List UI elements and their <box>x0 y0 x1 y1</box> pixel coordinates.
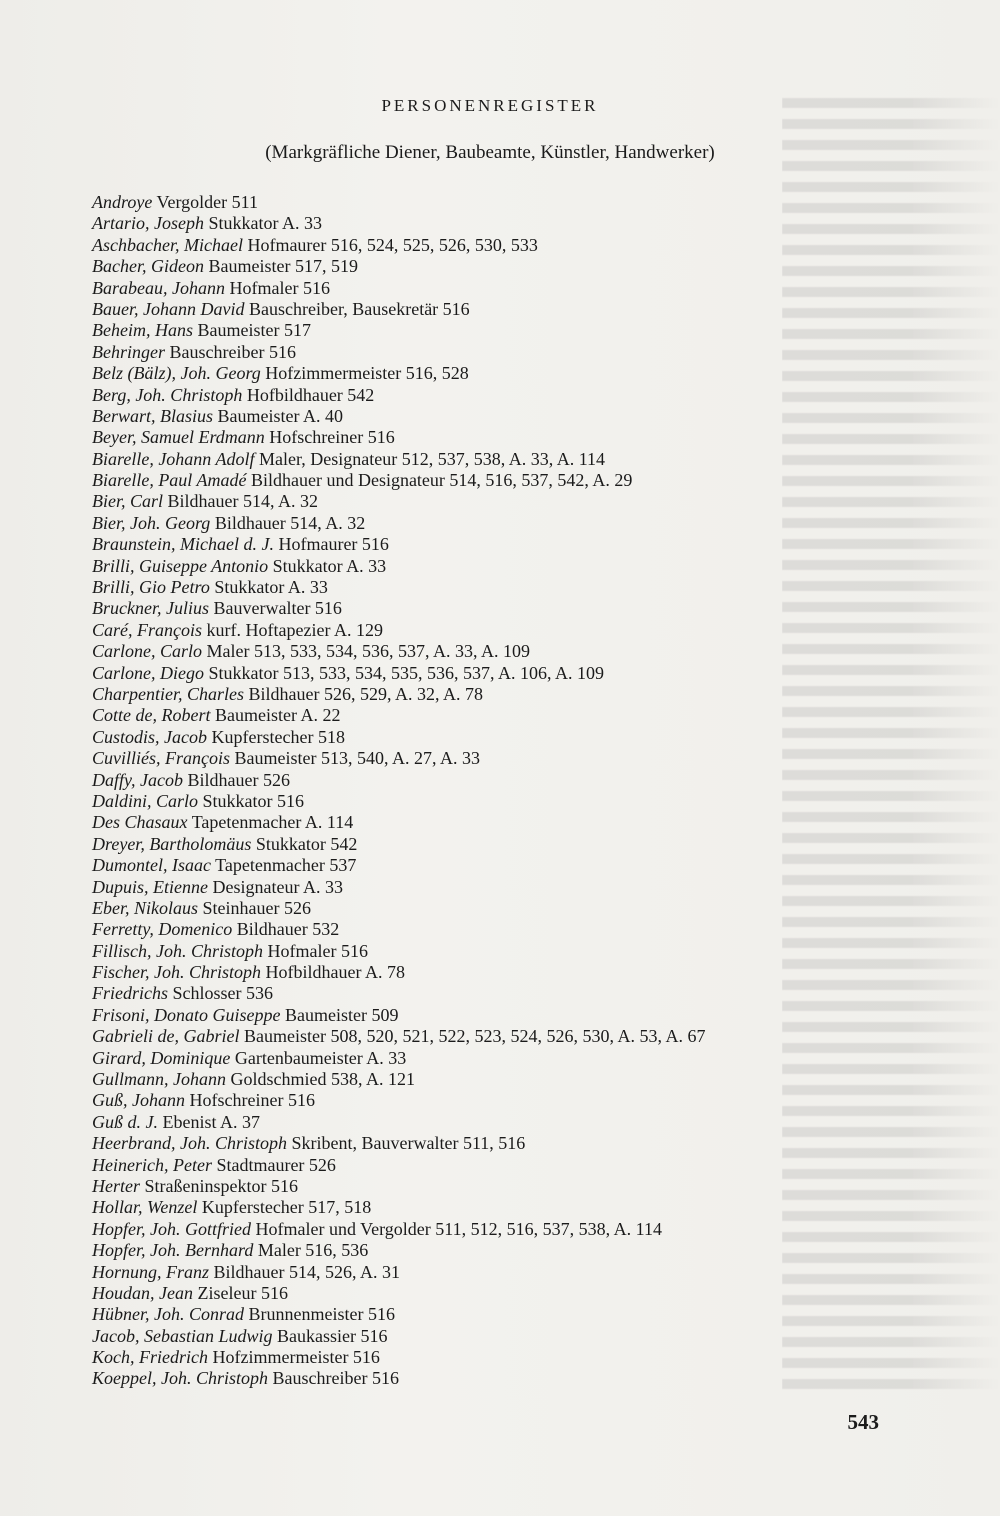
entry-name: Guß d. J. <box>92 1111 158 1132</box>
entry-name: Dreyer, Bartholomäus <box>92 833 252 854</box>
entry-name: Heerbrand, Joh. Christoph <box>92 1133 287 1154</box>
entry-details: Hofzimmermeister 516, 528 <box>265 363 469 384</box>
entry-name: Behringer <box>92 341 165 362</box>
entry-details: Gartenbaumeister A. 33 <box>234 1047 407 1068</box>
entry-details: Baumeister 513, 540, A. 27, A. 33 <box>234 748 480 769</box>
register-entry <box>92 1090 932 1111</box>
entry-name: Des Chasaux <box>92 812 188 833</box>
entry-details: Hofmaler 516 <box>267 940 368 961</box>
entry-name: Ferretty, Domenico <box>92 919 233 940</box>
entry-details: Stukkator A. 33 <box>214 577 328 598</box>
entry-details: Stukkator 513, 533, 534, 535, 536, 537, A. 106, A. 109 <box>208 662 605 683</box>
entry-details: Baumeister 517 <box>197 320 311 341</box>
entry-name: Brilli, Gio Petro <box>92 577 210 598</box>
entry-name: Charpentier, Charles <box>92 683 245 704</box>
register-entry <box>92 1155 932 1176</box>
entry-name: Bruckner, Julius <box>92 598 209 619</box>
entry-details: Hofschreiner 516 <box>269 427 395 448</box>
entry-details: Bildhauer und Designateur 514, 516, 537, 542, A. 29 <box>250 470 633 491</box>
entry-name: Girard, Dominique <box>92 1047 231 1068</box>
entry-name: Fillisch, Joh. Christoph <box>92 940 263 961</box>
register-entry <box>92 1133 932 1154</box>
entry-name: Cuvilliés, François <box>92 748 230 769</box>
register-entry <box>92 320 932 341</box>
entry-details: Baumeister A. 22 <box>214 705 341 726</box>
register-entry <box>92 1283 932 1304</box>
entry-name: Jacob, Sebastian Ludwig <box>92 1325 273 1346</box>
entry-name: Guß, Johann <box>92 1090 185 1111</box>
register-entry <box>92 342 932 363</box>
register-entry <box>92 534 932 555</box>
register-entry <box>92 1176 932 1197</box>
register-entry <box>92 470 932 491</box>
register-entry <box>92 192 932 213</box>
entry-name: Fischer, Joh. Christoph <box>92 962 261 983</box>
register-entry <box>92 919 932 940</box>
entry-details: Maler, Designateur 512, 537, 538, A. 33, A. 114 <box>258 448 606 469</box>
entry-name: Biarelle, Paul Amadé <box>92 470 247 491</box>
entry-details: Kupferstecher 518 <box>211 726 345 747</box>
entry-details: Hofzimmermeister 516 <box>212 1347 380 1368</box>
entry-name: Artario, Joseph <box>92 213 204 234</box>
entry-details: Bauschreiber 516 <box>169 341 296 362</box>
register-entry <box>92 235 932 256</box>
entry-details: Bildhauer 526, 529, A. 32, A. 78 <box>248 683 484 704</box>
entry-name: Dumontel, Isaac <box>92 855 211 876</box>
entry-details: Maler 513, 533, 534, 536, 537, A. 33, A. 109 <box>206 641 531 662</box>
register-entry <box>92 385 932 406</box>
register-entry <box>92 363 932 384</box>
entry-details: Tapetenmacher A. 114 <box>191 812 354 833</box>
entry-details: Bildhauer 514, 526, A. 31 <box>213 1261 401 1282</box>
register-entry <box>92 513 932 534</box>
entry-name: Daffy, Jacob <box>92 769 183 790</box>
entry-details: Stukkator 542 <box>255 833 358 854</box>
entry-details: Goldschmied 538, A. 121 <box>230 1069 415 1090</box>
entry-details: Schlosser 536 <box>172 983 273 1004</box>
entry-name: Houdan, Jean <box>92 1282 193 1303</box>
register-entry <box>92 1112 932 1133</box>
entry-details: Tapetenmacher 537 <box>215 855 357 876</box>
entry-details: Hofmaler 516 <box>229 277 330 298</box>
register-entry <box>92 791 932 812</box>
entry-details: Hofmaler und Vergolder 511, 512, 516, 537, 538, A. 114 <box>255 1218 662 1239</box>
entry-name: Caré, François <box>92 619 202 640</box>
entry-name: Carlone, Carlo <box>92 641 203 662</box>
entry-name: Koch, Friedrich <box>92 1347 208 1368</box>
register-entry <box>92 1368 932 1389</box>
entry-name: Brilli, Guiseppe Antonio <box>92 555 269 576</box>
entry-details: Baumeister 517, 519 <box>208 256 358 277</box>
register-entry <box>92 834 932 855</box>
entry-details: Stukkator A. 33 <box>208 213 323 234</box>
entry-name: Custodis, Jacob <box>92 726 207 747</box>
entry-details: Bildhauer 526 <box>187 769 290 790</box>
register-entry <box>92 299 932 320</box>
register-entry <box>92 1197 932 1218</box>
entry-name: Hopfer, Joh. Bernhard <box>92 1240 254 1261</box>
entry-details: Skribent, Bauverwalter 511, 516 <box>291 1133 526 1154</box>
entry-name: Frisoni, Donato Guiseppe <box>92 1004 281 1025</box>
entry-details: Baumeister 509 <box>285 1004 399 1025</box>
entry-details: Bildhauer 514, A. 32 <box>214 512 366 533</box>
entry-details: Baumeister 508, 520, 521, 522, 523, 524, 526, 530, A. 53, A. 67 <box>243 1026 706 1047</box>
entry-details: Hofmaurer 516, 524, 525, 526, 530, 533 <box>247 234 538 255</box>
register-entry <box>92 705 932 726</box>
register-entry <box>92 748 932 769</box>
register-entry <box>92 449 932 470</box>
entry-details: Vergolder 511 <box>156 192 258 212</box>
entry-name: Beyer, Samuel Erdmann <box>92 427 265 448</box>
register-entry <box>92 855 932 876</box>
register-entry <box>92 941 932 962</box>
entry-name: Beheim, Hans <box>92 320 193 341</box>
entry-name: Daldini, Carlo <box>92 790 199 811</box>
register-entry <box>92 406 932 427</box>
entry-name: Gabrieli de, Gabriel <box>92 1026 240 1047</box>
register-entry <box>92 278 932 299</box>
register-entry <box>92 877 932 898</box>
entry-details: Hofmaurer 516 <box>278 534 389 555</box>
register-entry <box>92 1219 932 1240</box>
entry-details: Bildhauer 514, A. 32 <box>167 491 319 512</box>
entry-name: Carlone, Diego <box>92 662 204 683</box>
entry-name: Biarelle, Johann Adolf <box>92 448 255 469</box>
register-entry <box>92 577 932 598</box>
entry-name: Berg, Joh. Christoph <box>92 384 243 405</box>
register-entry <box>92 770 932 791</box>
entry-details: Hofbildhauer 542 <box>246 384 375 405</box>
entry-details: Steinhauer 526 <box>202 897 311 918</box>
register-entry <box>92 213 932 234</box>
register-entry <box>92 1240 932 1261</box>
register-entry <box>92 641 932 662</box>
entry-details: Stadtmaurer 526 <box>216 1154 336 1175</box>
register-entry <box>92 1347 932 1368</box>
register-entry <box>92 1326 932 1347</box>
entry-details: Baumeister A. 40 <box>217 405 343 426</box>
entry-details: Maler 516, 536 <box>257 1240 369 1261</box>
entry-details: Hofbildhauer A. 78 <box>265 962 405 983</box>
entry-name: Cotte de, Robert <box>92 705 211 726</box>
entry-details: Kupferstecher 517, 518 <box>201 1197 372 1218</box>
entry-name: Heinerich, Peter <box>92 1154 212 1175</box>
register-list <box>92 192 932 1390</box>
entry-name: Bauer, Johann David <box>92 298 245 319</box>
entry-details: Ebenist A. 37 <box>162 1111 260 1132</box>
entry-name: Gullmann, Johann <box>92 1069 226 1090</box>
register-entry <box>92 684 932 705</box>
register-entry <box>92 898 932 919</box>
entry-details: Designateur A. 33 <box>212 876 343 897</box>
register-entry <box>92 727 932 748</box>
register-entry <box>92 1069 932 1090</box>
entry-details: Ziseleur 516 <box>197 1282 288 1303</box>
entry-name: Hopfer, Joh. Gottfried <box>92 1218 251 1239</box>
entry-name: Hornung, Franz <box>92 1261 210 1282</box>
entry-details: Bauverwalter 516 <box>213 598 342 619</box>
entry-name: Androye <box>92 192 153 212</box>
page-number: 543 <box>847 1410 879 1434</box>
entry-name: Belz (Bälz), Joh. Georg <box>92 363 261 384</box>
entry-name: Braunstein, Michael d. J. <box>92 534 274 555</box>
entry-details: Bauschreiber, Bausekretär 516 <box>248 298 470 319</box>
entry-details: Straßeninspektor 516 <box>144 1175 298 1196</box>
entry-name: Bacher, Gideon <box>92 256 204 277</box>
register-entry <box>92 427 932 448</box>
entry-name: Friedrichs <box>92 983 168 1004</box>
entry-name: Herter <box>92 1175 140 1196</box>
entry-name: Aschbacher, Michael <box>92 234 243 255</box>
register-entry <box>92 491 932 512</box>
register-entry <box>92 1304 932 1325</box>
entry-name: Dupuis, Etienne <box>92 876 208 897</box>
entry-name: Barabeau, Johann <box>92 277 225 298</box>
register-entry <box>92 1005 932 1026</box>
entry-name: Hollar, Wenzel <box>92 1197 198 1218</box>
page-subtitle: (Markgräfliche Diener, Baubeamte, Künstler, Handwerker) <box>265 142 715 163</box>
entry-details: Brunnenmeister 516 <box>248 1304 395 1325</box>
register-entry <box>92 1262 932 1283</box>
register-entry <box>92 962 932 983</box>
register-entry <box>92 620 932 641</box>
entry-name: Eber, Nikolaus <box>92 897 198 918</box>
register-entry <box>92 812 932 833</box>
page-title: PERSONENREGISTER <box>381 96 599 115</box>
register-entry <box>92 256 932 277</box>
entry-details: Baukassier 516 <box>277 1325 388 1346</box>
register-entry <box>92 663 932 684</box>
entry-details: Bildhauer 532 <box>236 919 340 940</box>
entry-name: Berwart, Blasius <box>92 405 214 426</box>
entry-details: kurf. Hoftapezier A. 129 <box>206 619 383 640</box>
register-entry <box>92 1026 932 1047</box>
register-entry <box>92 1048 932 1069</box>
entry-name: Bier, Joh. Georg <box>92 512 211 533</box>
entry-details: Stukkator A. 33 <box>272 555 387 576</box>
entry-details: Hofschreiner 516 <box>189 1090 315 1111</box>
entry-name: Hübner, Joh. Conrad <box>92 1304 244 1325</box>
register-entry <box>92 983 932 1004</box>
register-entry <box>92 598 932 619</box>
entry-name: Koeppel, Joh. Christoph <box>92 1368 268 1389</box>
entry-details: Stukkator 516 <box>202 790 305 811</box>
entry-name: Bier, Carl <box>92 491 164 512</box>
entry-details: Bauschreiber 516 <box>272 1368 399 1389</box>
register-entry <box>92 556 932 577</box>
